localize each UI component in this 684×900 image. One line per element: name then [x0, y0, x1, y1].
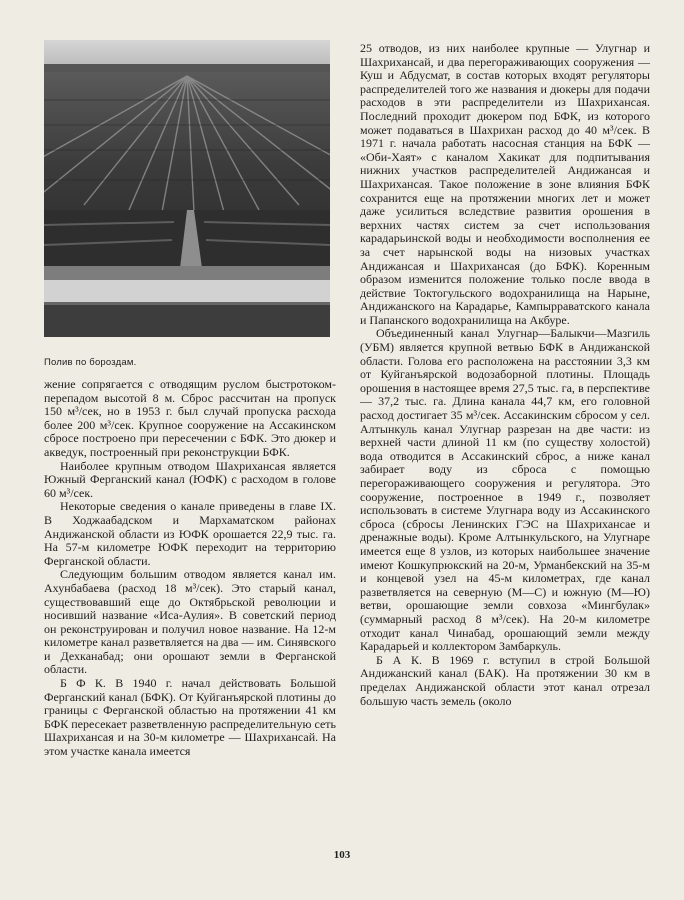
paragraph: Некоторые сведения о канале приведены в главе IX. В Ходжаабадском и Мархаматском районах Андижанской области из ЮФК орошается 22,9 тыс. га. На 57-м километре ЮФК переходит на территорию Ферганской области.: [44, 499, 336, 568]
page-number: 103: [333, 849, 351, 861]
figure-caption: Полив по бороздам.: [44, 357, 137, 368]
furrow-irrigation-photo: [44, 40, 330, 337]
paragraph: 25 отводов, из них наиболее крупные — Улугнар и Шахрихансай, и два перегораживающих сооружения — Куш и Абдусмат, в состав которых входят регуляторы распределителей того же названия и дюкеры для подачи расходов в эти распределители из Шахрихансая. Последний проходит дюкером под БФК, из которого может подаваться в Шахрихан расход до 40 м³/сек. В 1971 г. начала работать насосная станция на БФК — «Оби-Хаят» с каналом Хакикат для подпитывания нижних участков распределителей Андижансая и Шахрихансая. Такое положение в зоне влияния БФК сохранится еще на протяжении многих лет и может даже усилиться вследствие развития орошения в верхних частях систем за счет использования карадарьинской воды и необходимости восполнения ее за счет нарынской воды на низовых участках Андижансая и Шахрихансая (до БФК). Коренным образом изменится положение только после ввода в действие Токтогульского водохранилища на Нарыне, Андижанского на Карадарье, Кампырраватского канала и Папанского водохранилища на Акбуре.: [360, 41, 650, 327]
paragraph: Объединенный канал Улугнар—Балыкчи—Мазгиль (УБМ) является крупной ветвью БФК в Андижанской области. Голова его расположена на расстоянии 3,3 км от Куйганъярской водозаборной плотины. Площадь орошения в настоящее время 27,5 тыс. га, в перспективе — 37,2 тыс. га. Длина канала 44,7 км, его головной расход достигает 35 м³/сек. Ассакинским сбросом у сел. Алтынкуль канал Улугнар разрезан на две части: из верхней части длиной 11 км (по существу холостой) вода отводится в Ассакинский сброс, а ниже канал забирает воду из сброса с помощью перегораживающего сооружения и регулятора. Это сооружение, построенное в 1949 г., позволяет использовать в системе Улугнара воду из Ассакинского сброса (сбросы Ленинских ГЭС на Шахрихансае и дренажные воды). Кроме Алтынкульского, на Улугнаре имеется еще 8 узлов, из которых наибольшее значение имеют Кошкупрюкский на 20-м, Урманбекский на 35-м и концевой узел на 45-м километрах, где канал разветвляется на северную (М—С) и южную (М—Ю) ветви, орошающие земли совхоза «Мингбулак» (суммарный расход 8 м³/сек). На 20-м километре отходит канал Чинабад, орошающий земли между Карадарьей и коллектором Замбаркуль.: [360, 326, 650, 654]
paragraph: Следующим большим отводом является канал им. Ахунбабаева (расход 18 м³/сек). Это старый канал, существовавший еще до Октябрьской революции и носивший название «Иса-Аулия». В советский период он реконструирован и получил новое название. На 12-м километре канал разветвляется на два — им. Синявского и Дехканабад; они орошают земли в Ферганской области.: [44, 567, 336, 677]
right-column: [360, 42, 650, 708]
paragraph: Б Ф К. В 1940 г. начал действовать Большой Ферганский канал (БФК). От Куйганъярской плотины до границы с Ферганской областью на протяжении 41 км БФК пересекает разветвленную распределительную сеть Шахрихансая и на 30-м километре — Шахрихансай. На этом участке канала имеется: [44, 676, 336, 759]
paragraph: Наиболее крупным отводом Шахрихансая является Южный Ферганский канал (ЮФК) с расходом в голове 60 м³/сек.: [44, 458, 336, 500]
paragraph: Б А К. В 1969 г. вступил в строй Большой Андижанский канал (БАК). На протяжении 30 км в пределах Андижанской области этот канал отрезал большую часть земель (около: [360, 652, 650, 708]
left-column: [44, 40, 336, 759]
paragraph: жение сопрягается с отводящим руслом быстротоком-перепадом высотой 8 м. Сброс рассчитан на пропуск 150 м³/сек, но в 1953 г. был случай пропуска расхода более 200 м³/сек. Крупное сооружение на Ассакинском сбросе построено при пересечении с БФК. Это дюкер и акведук, построенный при реконструкции БФК.: [44, 377, 336, 459]
field-illustration: [44, 40, 330, 337]
